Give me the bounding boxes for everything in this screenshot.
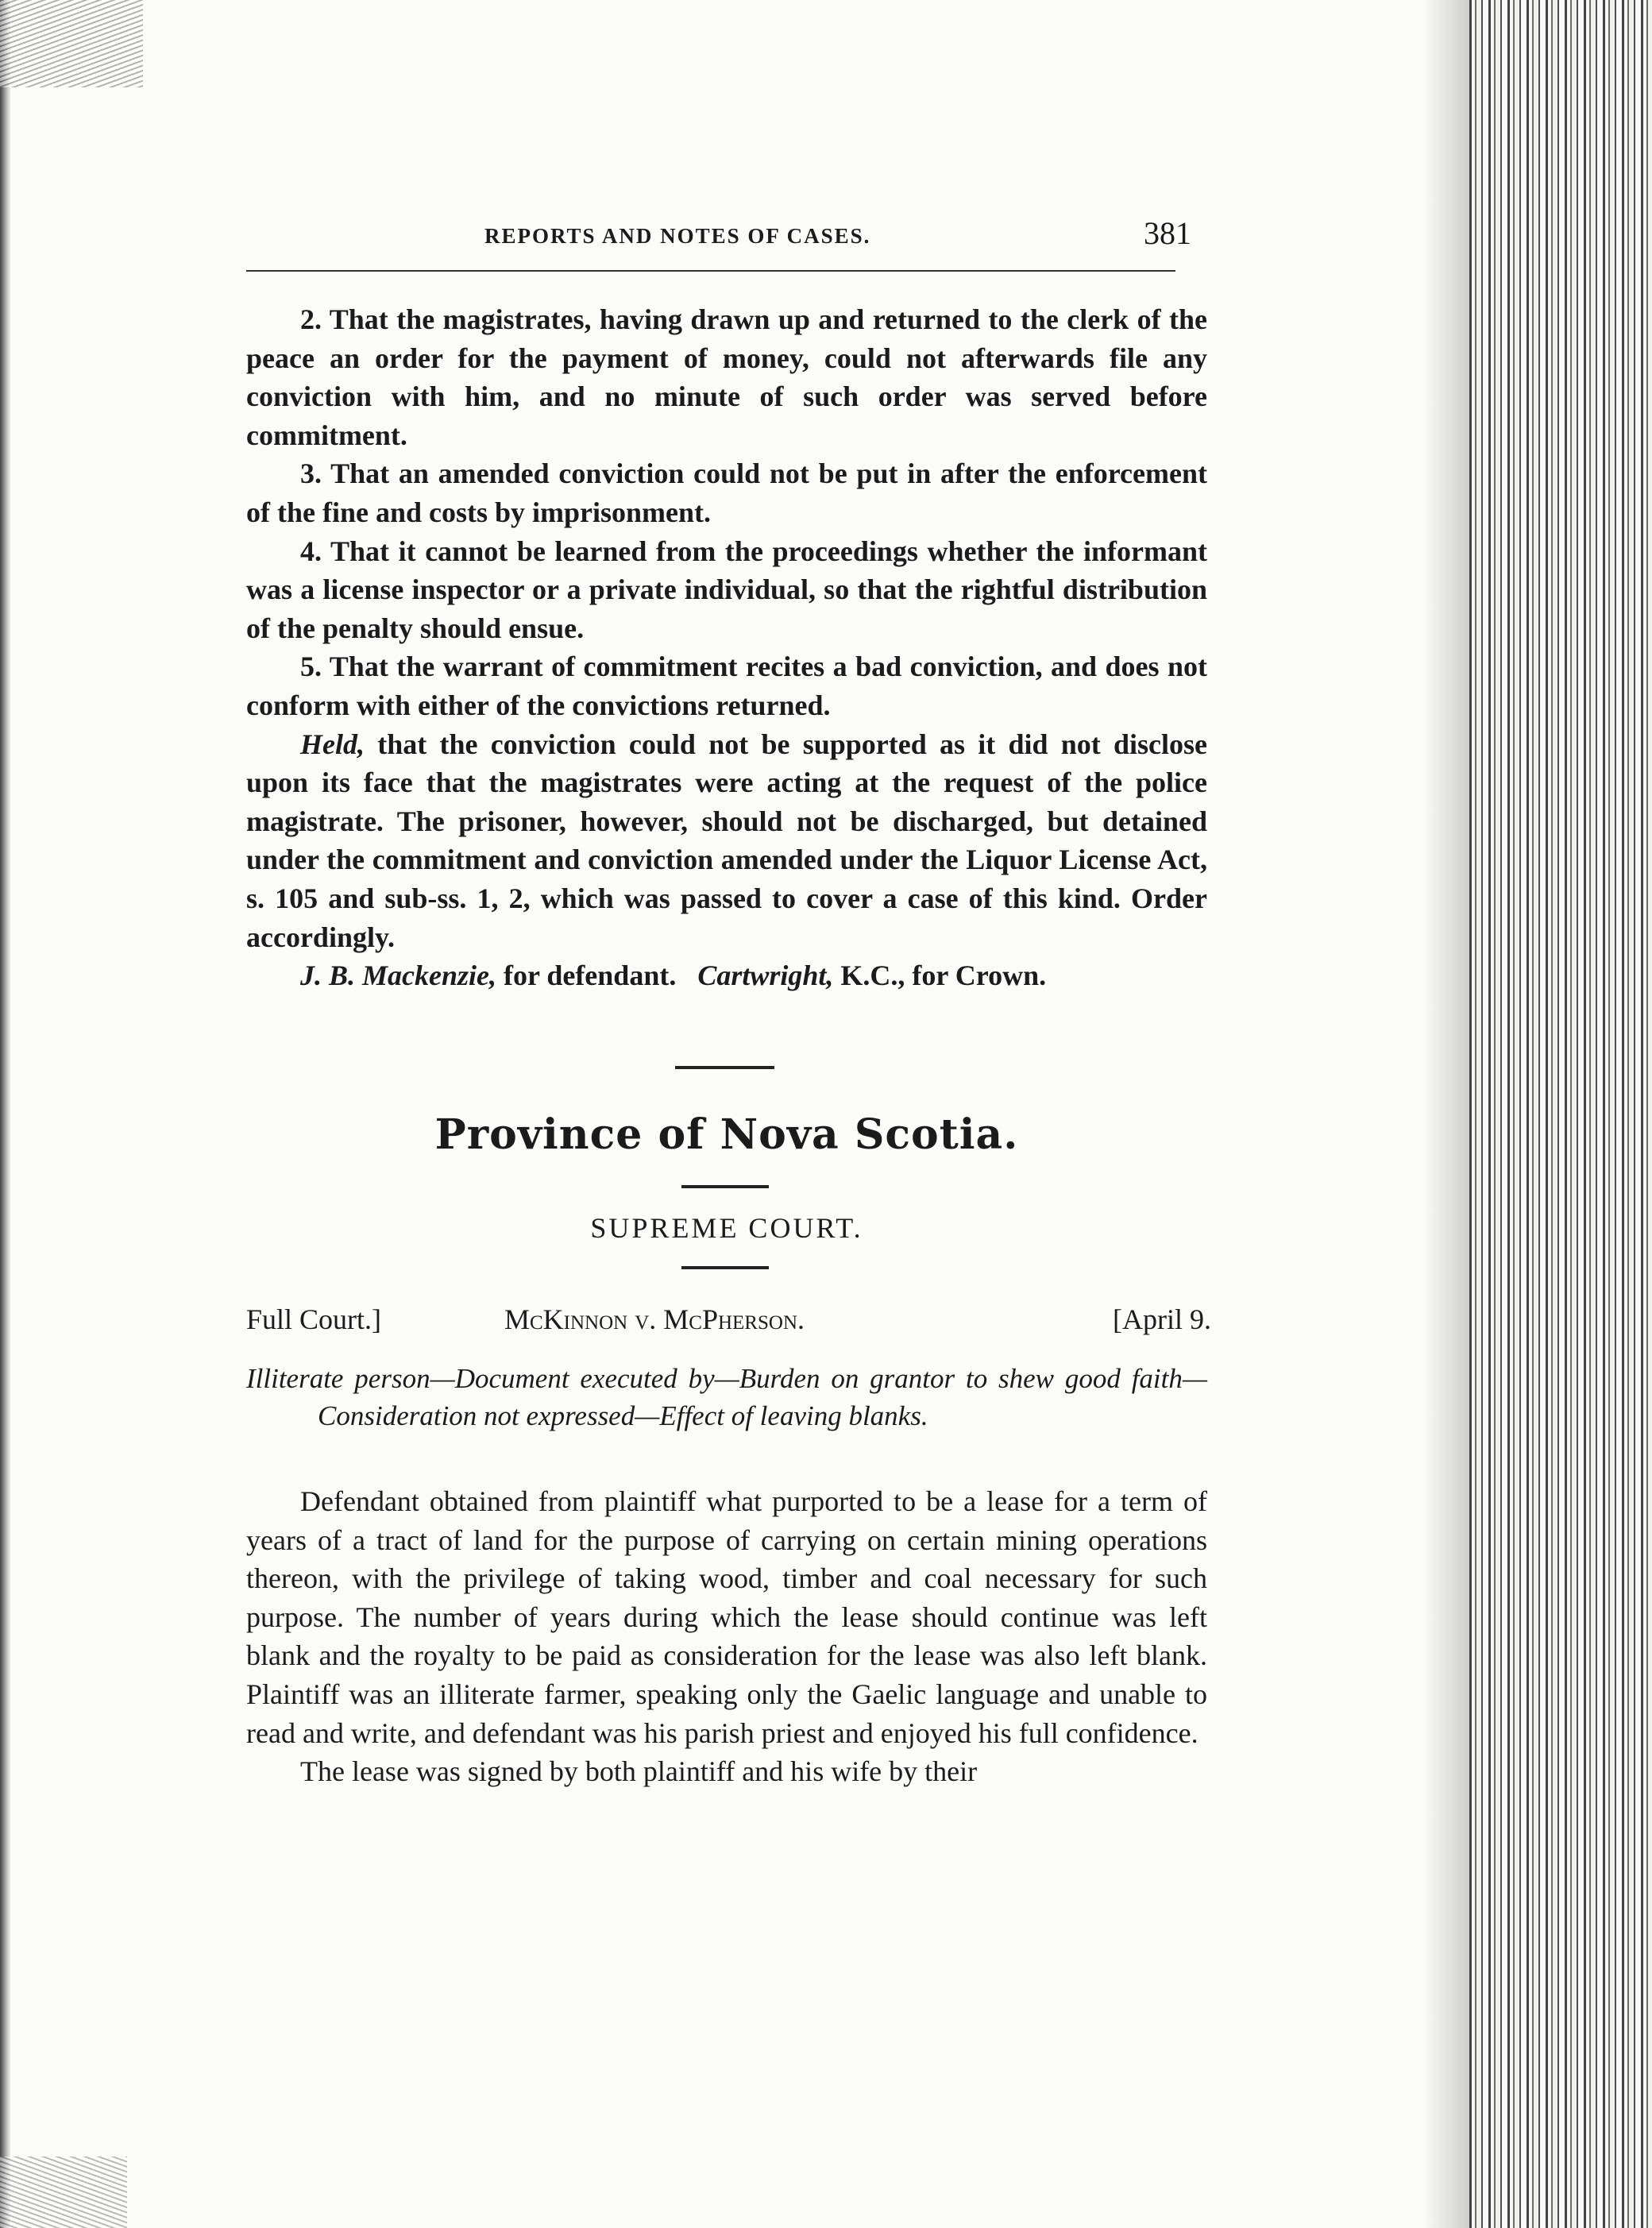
case-caption	[246, 1303, 1211, 1342]
scan-noise-top-left	[0, 0, 143, 87]
case-court: Full Court.]	[246, 1303, 382, 1335]
binding-shadow	[1422, 0, 1469, 2228]
header-rule	[246, 270, 1175, 272]
body-paragraph-1: Defendant obtained from plaintiff what purported to be a lease for a term of years of a tract of land for the purpose of carrying on certain mining operations thereon, with the privilege of taking wood, timber and coal necessary for such purpose. The number of years during which the lease should continue was left blank and the royalty to be paid as consideration for the lease was also left blank. Plaintiff was an illiterate farmer, speaking only the Gaelic language and unable to read and write, and defendant was his parish priest and enjoyed his full confidence.	[246, 1485, 1207, 1749]
page-left-edge-shadow	[0, 0, 11, 2228]
headnote-block	[246, 1360, 1207, 1434]
case-title: McKinnon v. McPherson.	[504, 1303, 805, 1335]
page-number: 381	[1144, 215, 1191, 251]
top-section	[246, 300, 1207, 995]
point-2: 2. That the magistrates, having drawn up and returned to the clerk of the peace an order for the payment of money, could not afterwards file any conviction with him, and no minute of such order was served before commitment.	[246, 303, 1207, 451]
counsel-line	[246, 956, 1207, 995]
province-heading: Province of Nova Scotia.	[434, 1110, 1019, 1159]
book-binding-gutter	[1469, 0, 1652, 2228]
scan-noise-bottom-left	[0, 2157, 127, 2228]
headnote: Illiterate person—Document executed by—Burden on grantor to shew good faith—Consideration not expressed—Effect of leaving blanks.	[246, 1363, 1207, 1431]
defendant-role: for defendant.	[496, 960, 677, 992]
case-body	[246, 1482, 1207, 1791]
section-divider-rule	[675, 1066, 774, 1069]
court-heading: SUPREME COURT.	[590, 1212, 863, 1244]
held-paragraph	[246, 725, 1207, 957]
crown-role: K.C., for Crown.	[833, 960, 1047, 992]
province-underline-rule	[681, 1185, 769, 1188]
held-text: that the conviction could not be supported as it did not disclose upon its face that the magistrates were acting at the request of the police magistrate. The prisoner, however, should not be discharged, but detained under the commitment and conviction amended under the Liquor License Act, s. 105 and sub-ss. 1, 2, which was passed to cover a case of this kind. Order accordingly.	[246, 728, 1207, 953]
crown-counsel: Cartwright,	[697, 960, 834, 992]
defendant-counsel: J. B. Mackenzie,	[300, 960, 496, 992]
court-underline-rule	[681, 1266, 769, 1269]
held-lead: Held,	[300, 728, 365, 760]
body-paragraph-2: The lease was signed by both plaintiff and his wife by their	[300, 1755, 978, 1788]
point-3: 3. That an amended conviction could not be put in after the enforcement of the fine and costs by imprisonment.	[246, 458, 1207, 528]
point-4: 4. That it cannot be learned from the proceedings whether the informant was a license inspector or a private individual, so that the rightful distribution of the penalty should ensue.	[246, 535, 1207, 644]
page-header	[246, 214, 1191, 262]
point-5: 5. That the warrant of commitment recites a bad conviction, and does not conform with either of the convictions returned.	[246, 651, 1207, 721]
case-date: [April 9.	[1113, 1303, 1211, 1335]
running-head: REPORTS AND NOTES OF CASES.	[484, 224, 871, 248]
